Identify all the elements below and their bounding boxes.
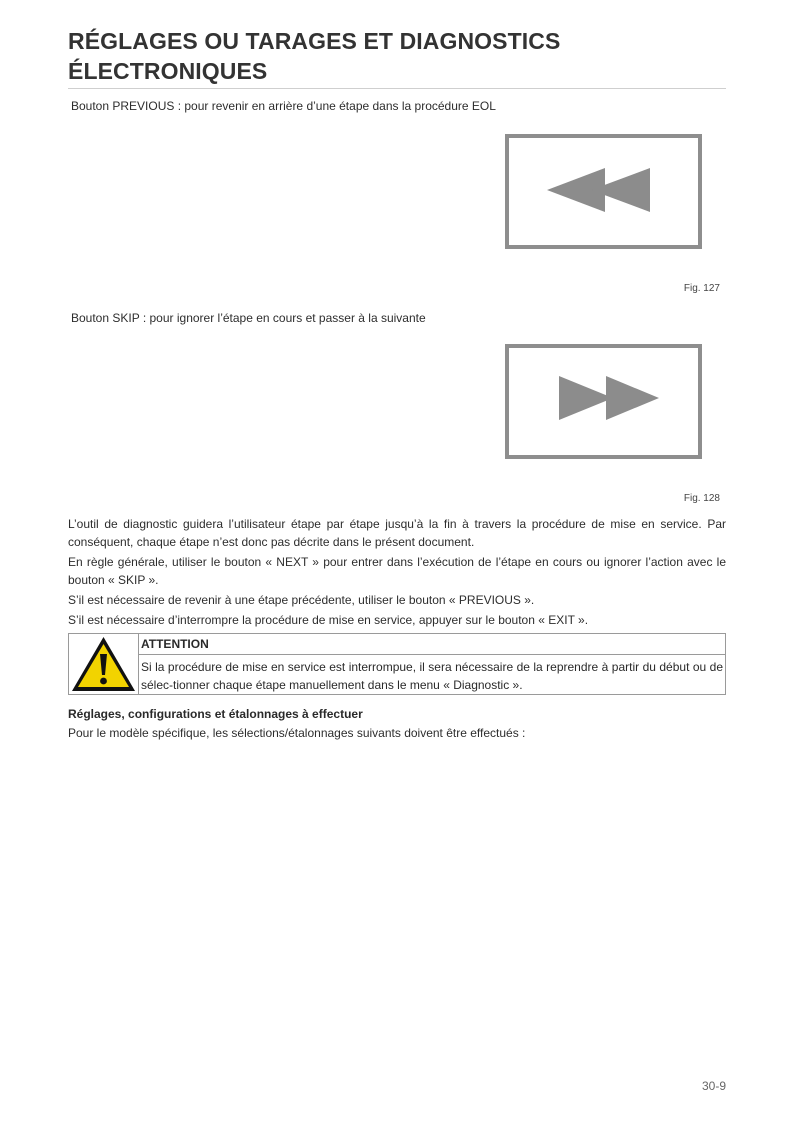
warning-triangle-icon <box>69 634 138 694</box>
figure-127-frame <box>505 134 702 249</box>
fast-forward-icon <box>509 348 698 455</box>
section-heading: Réglages, configurations et étalonnages à effectuer <box>68 707 363 721</box>
page-title-line2: ÉLECTRONIQUES <box>68 58 268 84</box>
warning-divider <box>139 654 725 655</box>
figure-127-label: Fig. 127 <box>683 283 720 294</box>
paragraph-diagnostic-guide: L’outil de diagnostic guidera l’utilisateur étape par étape jusqu’à la fin à travers la procédure de mise en service. Par conséquent, chaque étape n’est donc pas décrite dans le présent document. <box>68 517 726 549</box>
figure-128-label: Fig. 128 <box>683 493 720 504</box>
warning-box <box>68 633 726 695</box>
page-title-line1: RÉGLAGES OU TARAGES ET DIAGNOSTICS <box>68 28 561 54</box>
previous-caption: Bouton PREVIOUS : pour revenir en arrière d’une étape dans la procédure EOL <box>71 99 496 113</box>
rewind-icon <box>509 138 698 245</box>
title-divider <box>68 88 726 89</box>
paragraph-next-skip: En règle générale, utiliser le bouton « NEXT » pour entrer dans l’exécution de l’étape en cours ou ignorer l’action avec le bouton « SKIP ». <box>68 555 726 587</box>
figure-128-frame <box>505 344 702 459</box>
paragraph-exit: S’il est nécessaire d’interrompre la procédure de mise en service, appuyer sur le bouton « EXIT ». <box>68 613 589 627</box>
warning-heading: ATTENTION <box>141 637 209 651</box>
page-title <box>68 26 728 86</box>
page-number: 30-9 <box>701 1079 726 1093</box>
section-intro: Pour le modèle spécifique, les sélections/étalonnages suivants doivent être effectués : <box>68 726 526 740</box>
paragraph-previous: S’il est nécessaire de revenir à une étape précédente, utiliser le bouton « PREVIOUS ». <box>68 593 535 607</box>
warning-icon-cell <box>69 634 139 694</box>
skip-caption: Bouton SKIP : pour ignorer l’étape en cours et passer à la suivante <box>71 311 426 325</box>
warning-text: Si la procédure de mise en service est interrompue, il sera nécessaire de la reprendre à partir du début ou de sélec-tionner chaque étape manuellement dans le menu « Diagnostic ». <box>141 660 723 692</box>
